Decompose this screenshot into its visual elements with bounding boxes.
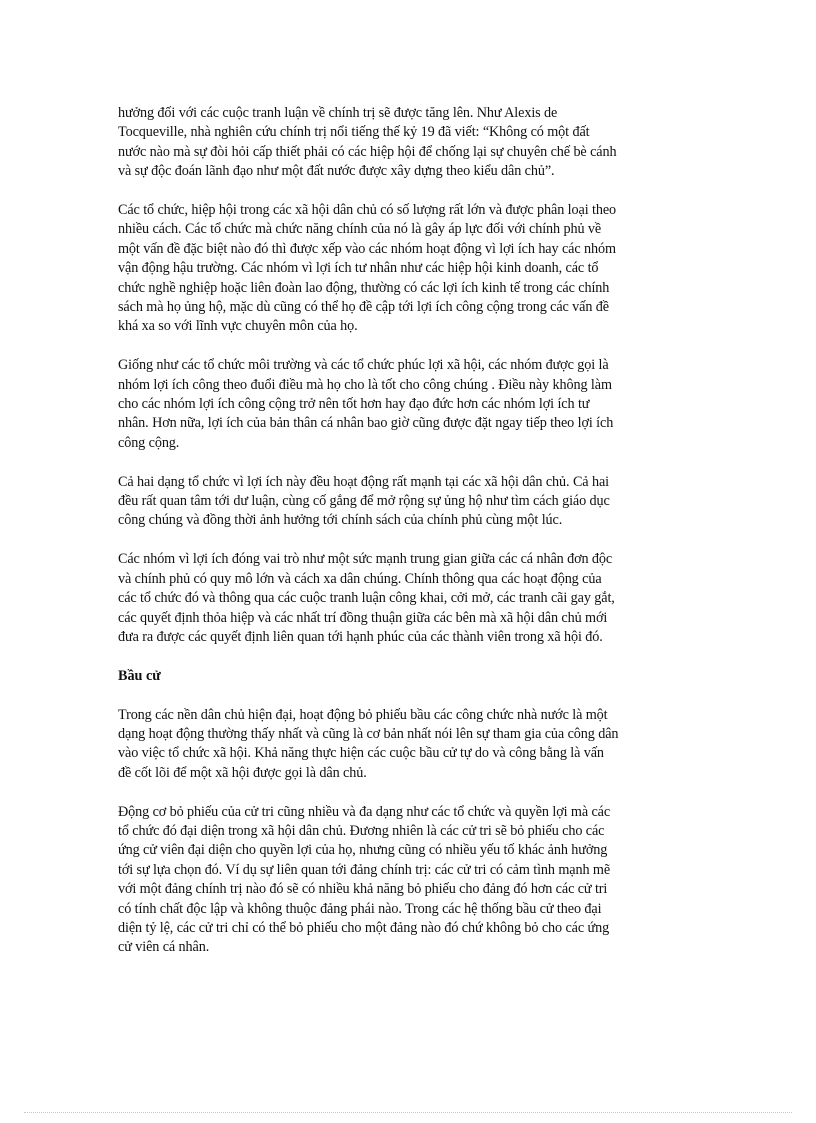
section-heading: Bầu cử [118, 667, 161, 684]
text-line: ứng cử viên đại diện cho quyền lợi của họ, nhưng cũng có nhiều yếu tố khác ảnh hưởng [118, 842, 608, 859]
text-line: Tocqueville, nhà nghiên cứu chính trị nổi tiếng thế kỷ 19 đã viết: “Không có một đất [118, 124, 590, 141]
text-line: công chúng và đồng thời ảnh hưởng tới chính sách của chính phủ cùng một lúc. [118, 512, 563, 529]
paragraph-voter-motives [118, 803, 698, 958]
text-line: các tổ chức đó và thông qua các cuộc tranh luận công khai, cởi mở, các tranh cãi gay gắt, [118, 590, 615, 607]
paragraph-both-types [118, 473, 698, 531]
text-line: khá xa so với lĩnh vực chuyên môn của họ. [118, 318, 358, 335]
text-line: cho các nhóm lợi ích công cộng trở nên tốt hơn hay đạo đức hơn các nhóm lợi ích tư [118, 396, 590, 413]
text-line: tổ chức đó đại diện trong xã hội dân chủ. Đương nhiên là các cử tri sẽ bỏ phiếu cho các [118, 822, 605, 839]
paragraph-elections [118, 706, 698, 784]
text-line: Giống như các tổ chức môi trường và các tổ chức phúc lợi xã hội, các nhóm được gọi là [118, 357, 609, 374]
text-line: sách mà họ ủng hộ, mặc dù cũng có thể họ đề cập tới lợi ích công cộng trong các vấn đề [118, 299, 609, 316]
text-line: đưa ra được các quyết định liên quan tới hạnh phúc của các thành viên trong xã hội đó. [118, 628, 603, 645]
text-line: có tính chất độc lập và không thuộc đảng phái nào. Trong các hệ thống bầu cử theo đại [118, 900, 602, 917]
text-line: đề cốt lõi để một xã hội được gọi là dân chủ. [118, 764, 367, 781]
text-line: cử viên cá nhân. [118, 939, 210, 956]
paragraph-tocqueville [118, 104, 698, 182]
text-line: và chính phủ có quy mô lớn và cách xa dân chúng. Chính thông qua các hoạt động của [118, 570, 602, 587]
paragraph-intermediary [118, 550, 698, 647]
text-line: nhiều cách. Các tổ chức mà chức năng chính của nó là gây áp lực đối với chính phủ về [118, 221, 602, 238]
text-line: hưởng đối với các cuộc tranh luận về chính trị sẽ được tăng lên. Như Alexis de [118, 105, 558, 121]
text-line: một vấn đề đặc biệt nào đó thì được xếp vào các nhóm hoạt động vì lợi ích hay các nhóm [118, 240, 616, 257]
document-body [118, 104, 698, 977]
text-line: và sự độc đoán lãnh đạo như một đất nước được xây dựng theo kiểu dân chủ”. [118, 163, 555, 180]
paragraph-associations [118, 201, 698, 337]
text-line: với một đảng chính trị nào đó sẽ có nhiều khả năng bỏ phiếu cho đảng đó hơn các cử tri [118, 881, 608, 898]
text-line: tới sự lựa chọn đó. Ví dụ sự liên quan tới đảng chính trị: các cử tri có cảm tình mạnh mẽ [118, 861, 611, 878]
paragraph-public-interest [118, 356, 698, 453]
text-line: Trong các nền dân chủ hiện đại, hoạt động bỏ phiếu bầu các công chức nhà nước là một [118, 706, 608, 723]
text-line: đều rất quan tâm tới dư luận, cùng cố gắng để mở rộng sự ủng hộ như tìm cách giáo dục [118, 493, 610, 510]
text-line: vào việc tổ chức xã hội. Khả năng thực hiện các cuộc bầu cử tự do và công bằng là vấn [118, 745, 604, 762]
text-line: nước nào mà sự đòi hỏi cấp thiết phải có các hiệp hội để chống lại sự chuyên chế bè cánh [118, 143, 617, 160]
text-line: Cả hai dạng tổ chức vì lợi ích này đều hoạt động rất mạnh tại các xã hội dân chủ. Cả hai [118, 473, 609, 490]
text-line: Động cơ bỏ phiếu của cử tri cũng nhiều và đa dạng như các tổ chức và quyền lợi mà các [118, 803, 611, 820]
text-line: Các tổ chức, hiệp hội trong các xã hội dân chủ có số lượng rất lớn và được phân loại theo [118, 202, 617, 219]
page-bottom-divider [24, 1112, 792, 1113]
text-line: chức nghề nghiệp hoặc liên đoàn lao động, thường có các lợi ích kinh tế trong các chính [118, 279, 610, 296]
text-line: vận động hậu trường. Các nhóm vì lợi ích tư nhân như các hiệp hội kinh doanh, các tổ [118, 260, 599, 277]
text-line: các quyết định thỏa hiệp và các nhất trí đồng thuận giữa các bên mà xã hội dân chủ mới [118, 609, 608, 626]
text-line: diện tỷ lệ, các cử tri chỉ có thể bỏ phiếu cho một đảng nào đó chứ không bỏ cho các ứng [118, 919, 610, 936]
text-line: Các nhóm vì lợi ích đóng vai trò như một sức mạnh trung gian giữa các cá nhân đơn độc [118, 551, 613, 568]
text-line: nhóm lợi ích công theo đuổi điều mà họ cho là tốt cho công chúng . Điều này không làm [118, 376, 612, 393]
text-line: công cộng. [118, 434, 180, 451]
text-line: dạng hoạt động thường thấy nhất và cũng là cơ bản nhất nói lên sự tham gia của công dân [118, 725, 619, 742]
text-line: nhân. Hơn nữa, lợi ích của bản thân cá nhân bao giờ cũng được đặt ngay tiếp theo lợi ích [118, 415, 614, 432]
